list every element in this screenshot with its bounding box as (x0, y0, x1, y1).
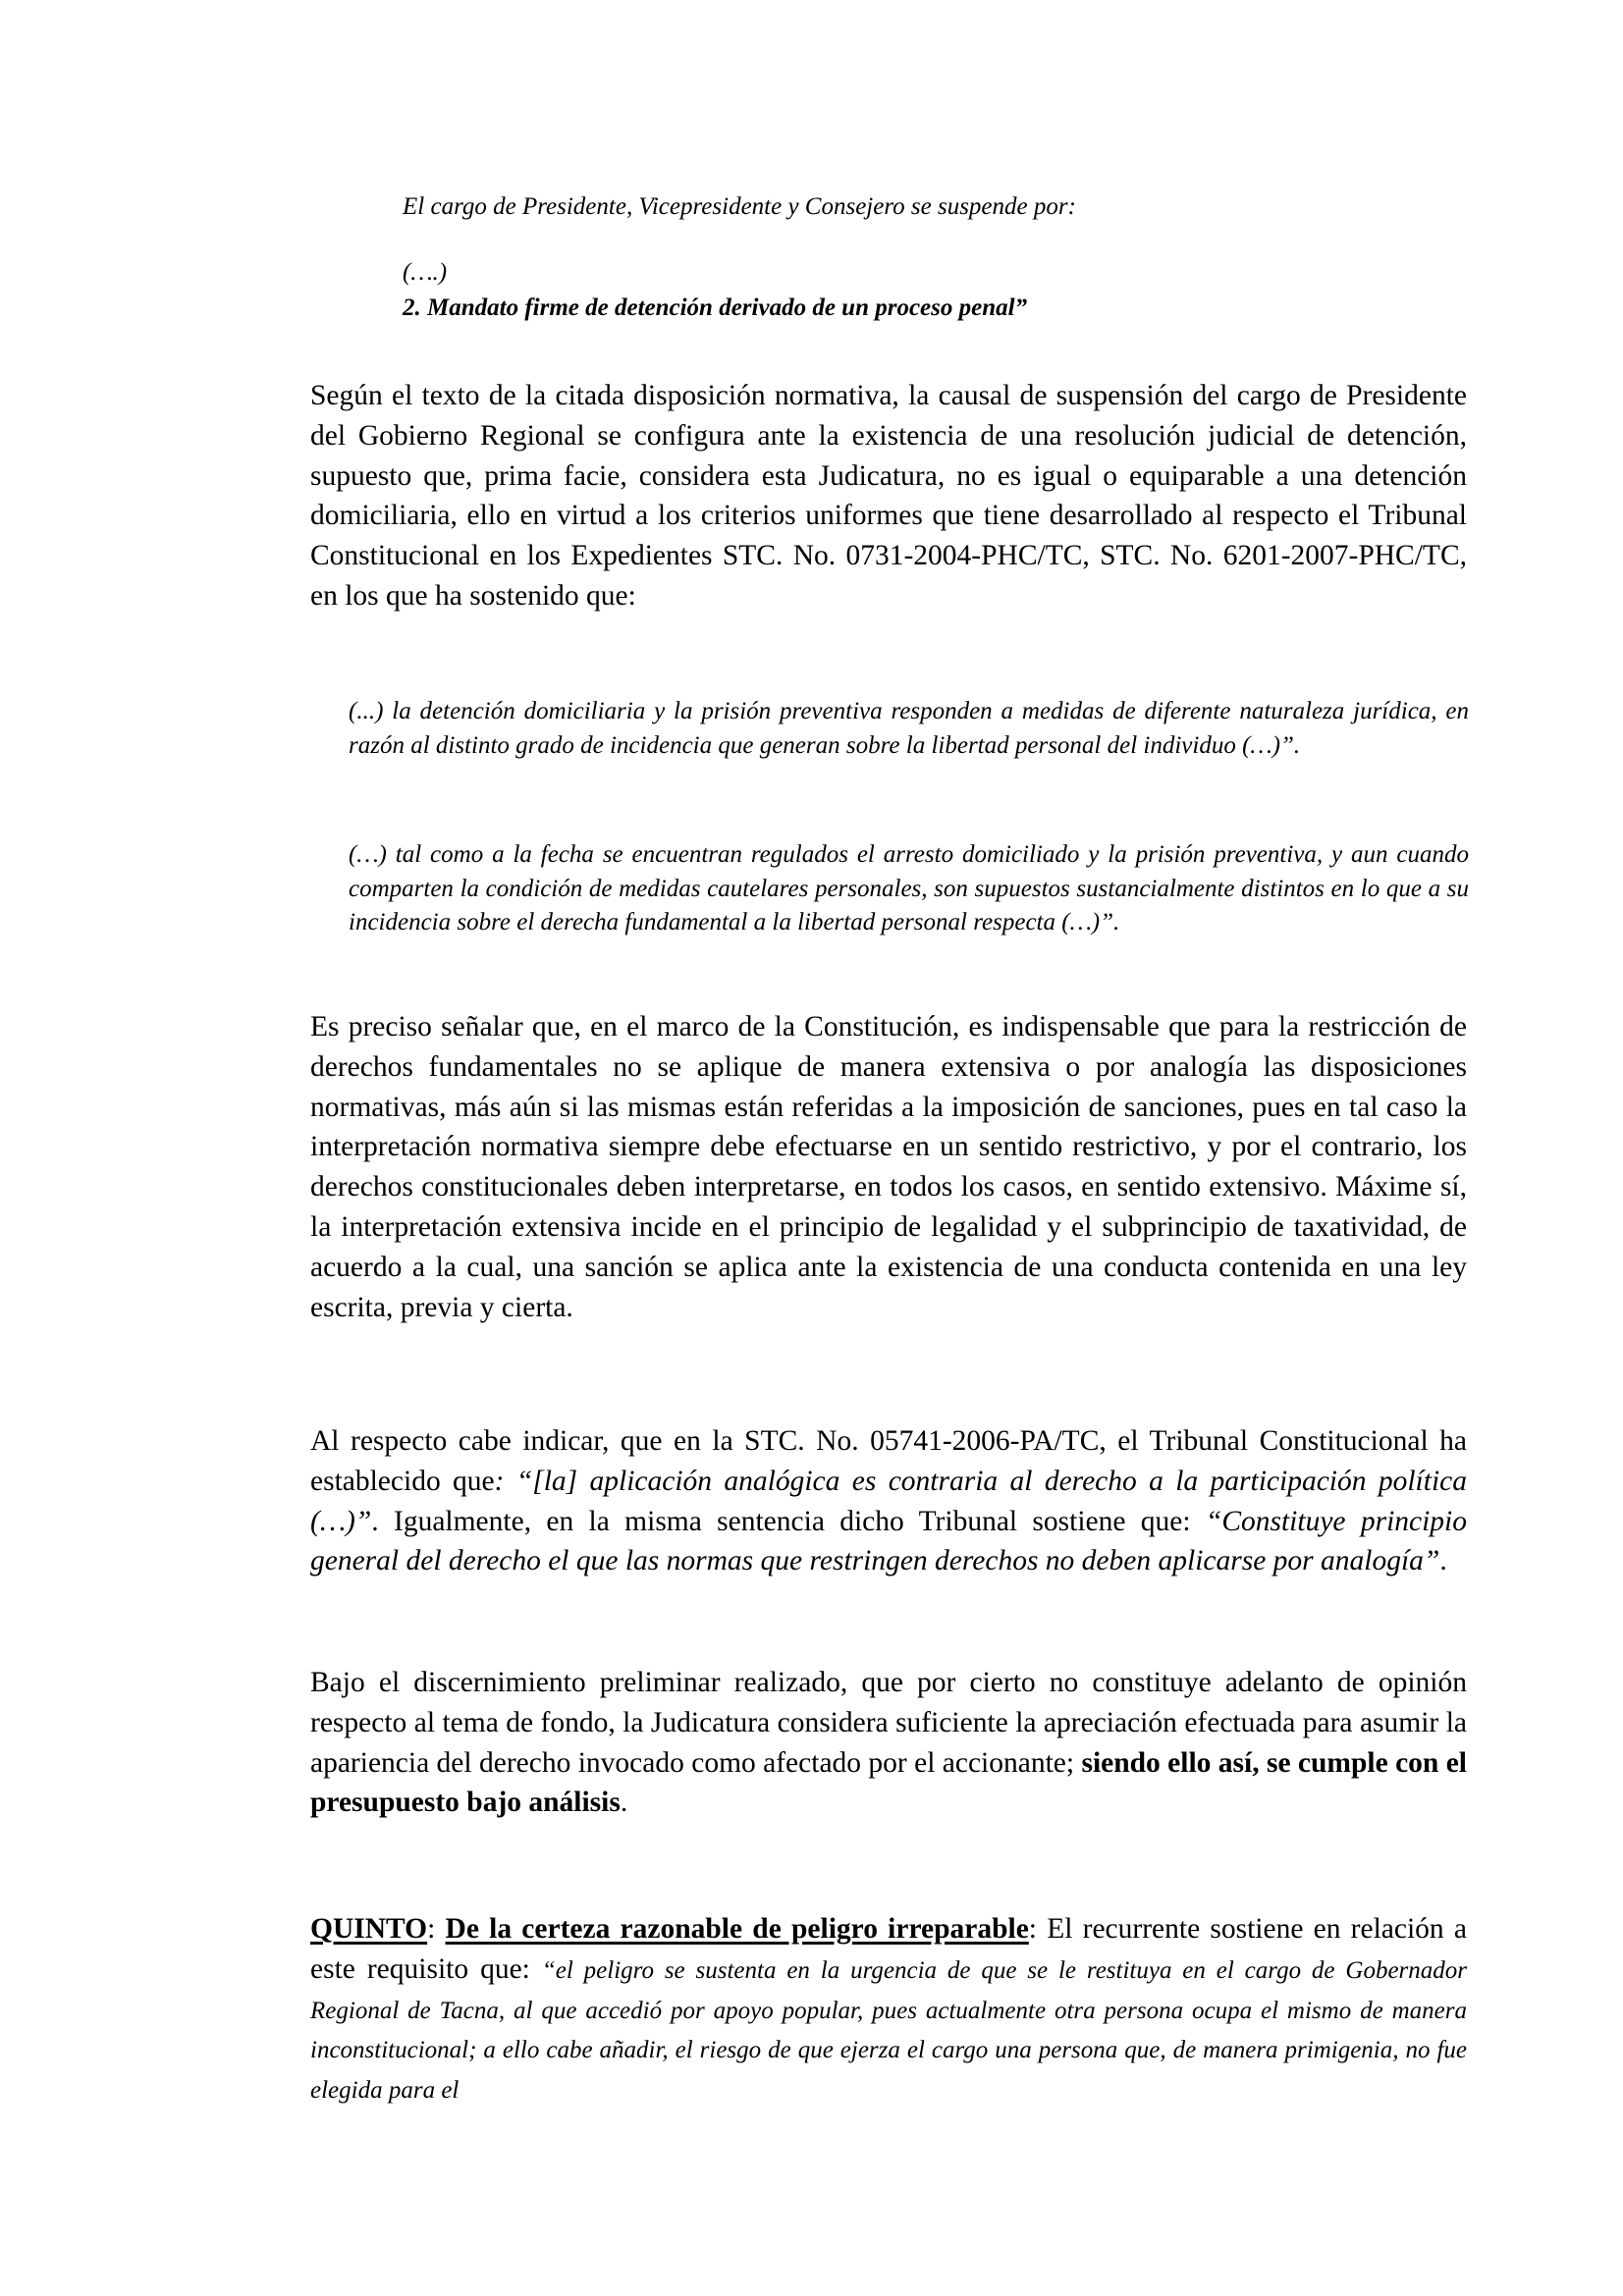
provision-heading: El cargo de Presidente, Vicepresidente y Consejero se suspende por: (403, 193, 1076, 220)
paragraph3-end: . (1439, 1545, 1447, 1577)
section-quinto (310, 1909, 1467, 2109)
paragraph4-end: . (620, 1787, 628, 1819)
section-label-colon: : (427, 1913, 446, 1945)
tc-quote-2: (…) tal como a la fecha se encuentran regulados el arresto domiciliado y la prisión preventiva, y aun cuando comparten la condición de medidas cautelares personales, son supuestos sustancialmente distintos en lo que a su incidencia sobre el derecha fundamental a la libertad personal respecta (…)”. (349, 841, 1469, 936)
tc-quote-1: (...) la detención domiciliaria y la prisión preventiva responden a medidas de diferente naturaleza jurídica, en razón al distinto grado de incidencia que generan sobre la libertad personal del individuo (…)”. (349, 698, 1469, 759)
section-text: El recurrente sostiene en relación a este requisito que: (310, 1913, 1467, 1985)
paragraph4-text: Bajo el discernimiento preliminar realizado, que por cierto no constituye adelanto de opinión respecto al tema de fondo, la Judicatura considera suficiente la apreciación efectuada para asumir la apariencia del derecho invocado como afectado por el accionante; (310, 1667, 1467, 1779)
paragraph-restrictive-interpretation: Es preciso señalar que, en el marco de la Constitución, es indispensable que para la restricción de derechos fundamentales no se aplique de manera extensiva o por analogía las disposiciones normativas, más aún si las mismas están referidas a la imposición de sanciones, pues en tal caso la interpretación normativa siempre debe efectuarse en un sentido restrictivo, y por el contrario, los derechos constitucionales deben interpretarse, en todos los casos, en sentido extensivo. Máxime sí, la interpretación extensiva incide en el principio de legalidad y el subprincipio de taxatividad, de acuerdo a la cual, una sanción se aplica ante la existencia de una conducta contenida en una ley escrita, previa y cierta. (310, 1011, 1467, 1323)
section-title-colon: : (1028, 1913, 1048, 1945)
paragraph-suspension-analysis: Según el texto de la citada disposición normativa, la causal de suspensión del cargo de Presidente del Gobierno Regional se configura ante la existencia de una resolución judicial de detención, supuesto que, prima facie, considera esta Judicatura, no es igual o equiparable a una detención domiciliaria, ello en virtud a los criterios uniformes que tiene desarrollado al respecto el Tribunal Constitucional en los Expedientes STC. No. 0731-2004-PHC/TC, STC. No. 6201-2007-PHC/TC, en los que ha sostenido que: (310, 380, 1467, 612)
paragraph3-colon: : (494, 1465, 505, 1497)
section-title: De la certeza razonable de peligro irreparable (445, 1913, 1029, 1945)
paragraph-preliminary-assessment (310, 1663, 1467, 1823)
paragraph3-middle: . Igualmente, en la misma sentencia dicho Tribunal sostiene que: (371, 1505, 1206, 1537)
section-petitioner-quote: “el peligro se sustenta en la urgencia de que se le restituya en el cargo de Gobernador Regional de Tacna, al que accedió por apoyo popular, pues actualmente otra persona ocupa el mismo de manera inconstitucional; a ello cabe añadir, el riesgo de que ejerza el cargo una persona que, de manera primigenia, no fue elegida para el (310, 1956, 1467, 2105)
provision-ellipsis: (….) (403, 259, 448, 286)
paragraph3-quote-a: “[la] aplicación analógica es contraria al derecho a la participación política (…)” (310, 1465, 1467, 1537)
paragraph3-quote-b: “Constituye principio general del derecho el que las normas que restringen derechos no deben aplicarse por analogía” (310, 1505, 1467, 1577)
paragraph-stc-05741 (310, 1421, 1467, 1581)
legal-provision-quote (403, 189, 1463, 326)
section-label: QUINTO (310, 1913, 428, 1945)
paragraph3-intro: Al respecto cabe indicar, que en la STC. No. 05741-2006-PA/TC, el Tribunal Constitucional ha establecido que (310, 1425, 1467, 1497)
paragraph4-conclusion: siendo ello así, se cumple con el presupuesto bajo análisis (310, 1746, 1467, 1819)
provision-item-2: 2. Mandato firme de detención derivado de un proceso penal” (403, 294, 1028, 321)
